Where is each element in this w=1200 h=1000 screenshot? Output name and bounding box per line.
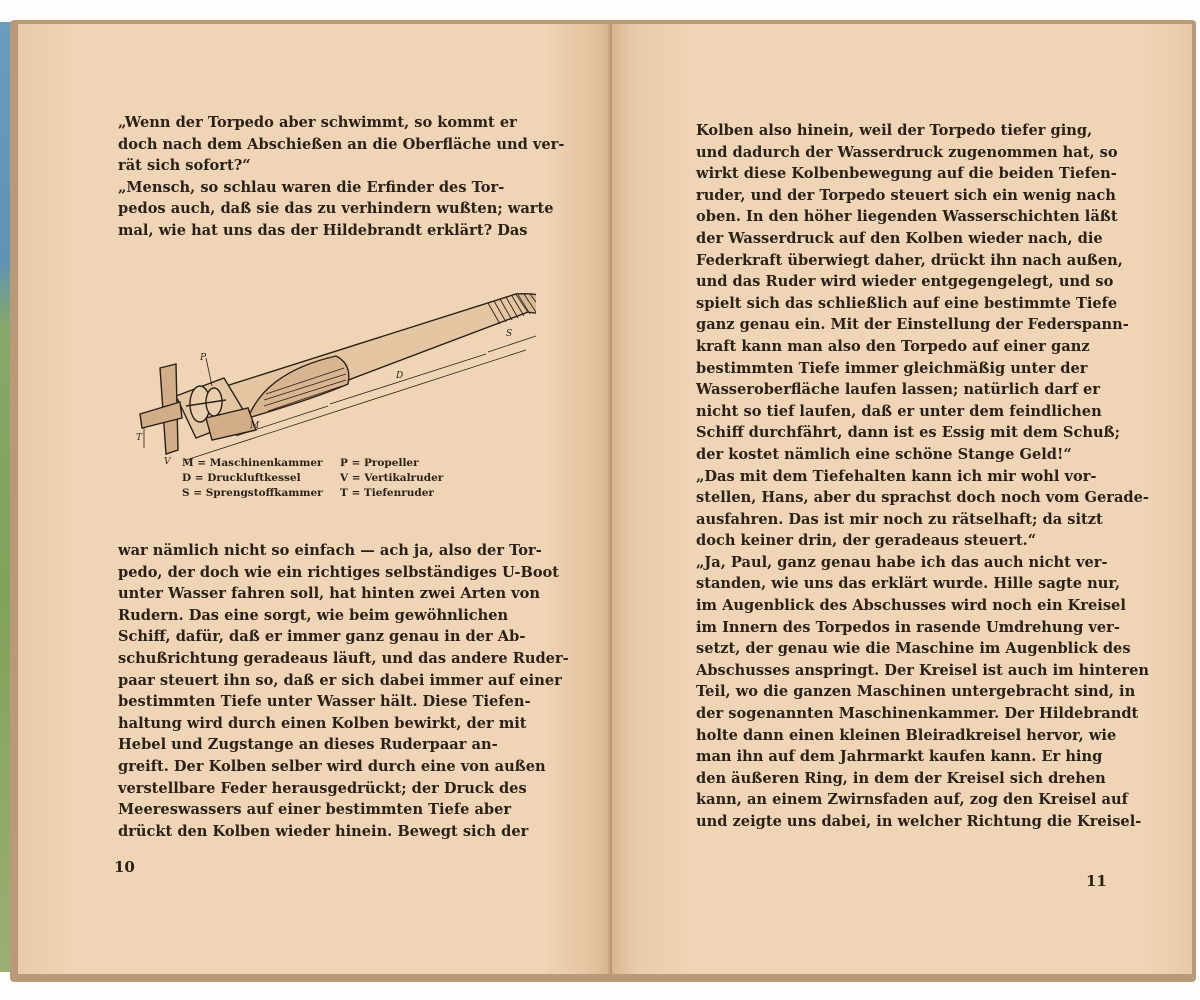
left-page-top-text bbox=[118, 112, 565, 242]
text-line: der Wasserdruck auf den Kolben wieder nach, die bbox=[696, 229, 1103, 247]
label-v: V bbox=[164, 457, 171, 467]
text-line: greift. Der Kolben selber wird durch eine von außen bbox=[118, 757, 546, 775]
text-line: Schiff durchfährt, dann ist es Essig mit dem Schuß; bbox=[696, 424, 1121, 442]
label-p: P bbox=[200, 353, 207, 363]
text-line: haltung wird durch einen Kolben bewirkt, der mit bbox=[118, 714, 527, 732]
text-line: doch nach dem Abschießen an die Oberfläche und ver- bbox=[118, 135, 565, 153]
text-line: spielt sich das schließlich auf eine bestimmte Tiefe bbox=[696, 294, 1118, 312]
torpedo-diagram bbox=[116, 268, 536, 468]
text-line: paar steuert ihn so, daß er sich dabei immer auf einer bbox=[118, 671, 562, 689]
text-line: „Mensch, so schlau waren die Erfinder des Tor- bbox=[118, 178, 505, 196]
text-line: doch keiner drin, der geradeaus steuert.“ bbox=[696, 532, 1037, 550]
text-line: standen, wie uns das erklärt wurde. Hille sagte nur, bbox=[696, 575, 1121, 593]
text-line: schußrichtung geradeaus läuft, und das andere Ruder- bbox=[118, 649, 569, 667]
legend-entry: P = Propeller bbox=[340, 457, 419, 469]
text-line: wirkt diese Kolbenbewegung auf die beiden Tiefen- bbox=[696, 165, 1117, 183]
text-line: Rudern. Das eine sorgt, wie beim gewöhnlichen bbox=[118, 606, 509, 624]
text-line: den äußeren Ring, in dem der Kreisel sich drehen bbox=[696, 769, 1106, 787]
text-line: ausfahren. Das ist mir noch zu rätselhaft; da sitzt bbox=[696, 510, 1103, 528]
right-page bbox=[612, 24, 1192, 974]
text-line: kann, an einem Zwirnsfaden auf, zog den Kreisel auf bbox=[696, 791, 1128, 809]
text-line: „Das mit dem Tiefehalten kann ich mir wohl vor- bbox=[696, 467, 1097, 485]
text-line: Wasseroberfläche laufen lassen; natürlich darf er bbox=[696, 381, 1100, 399]
text-line: der kostet nämlich eine schöne Stange Geld!“ bbox=[696, 445, 1072, 463]
text-line: pedo, der doch wie ein richtiges selbständiges U-Boot bbox=[118, 563, 560, 581]
legend-row bbox=[182, 486, 482, 501]
text-line: rät sich sofort?“ bbox=[118, 157, 251, 175]
text-line: kraft kann man also den Torpedo auf einer ganz bbox=[696, 337, 1090, 355]
text-line: Hebel und Zugstange an dieses Ruderpaar an- bbox=[118, 736, 498, 754]
text-line: setzt, der genau wie die Maschine im Augenblick des bbox=[696, 640, 1131, 658]
text-line: holte dann einen kleinen Bleiradkreisel hervor, wie bbox=[696, 726, 1117, 744]
text-line: mal, wie hat uns das der Hildebrandt erklärt? Das bbox=[118, 221, 528, 239]
text-line: Abschusses anspringt. Der Kreisel ist auch im hinteren bbox=[696, 661, 1150, 679]
left-page-bottom-text bbox=[118, 540, 569, 842]
text-line: man ihn auf dem Jahrmarkt kaufen kann. Er hing bbox=[696, 748, 1103, 766]
text-line: „Ja, Paul, ganz genau habe ich das auch nicht ver- bbox=[696, 553, 1108, 571]
text-line: der sogenannten Maschinenkammer. Der Hildebrandt bbox=[696, 705, 1139, 723]
text-line: und dadurch der Wasserdruck zugenommen hat, so bbox=[696, 143, 1118, 161]
page-number-left: 10 bbox=[114, 858, 135, 876]
text-line: Meereswassers auf einer bestimmten Tiefe aber bbox=[118, 801, 512, 819]
label-d: D bbox=[396, 371, 404, 381]
text-line: pedos auch, daß sie das zu verhindern wußten; warte bbox=[118, 200, 554, 218]
legend-entry: S = Sprengstoffkammer bbox=[182, 487, 323, 499]
page-number-right: 11 bbox=[1086, 872, 1107, 890]
text-line: stellen, Hans, aber du sprachst doch noch vom Gerade- bbox=[696, 489, 1149, 507]
legend-entry: M = Maschinenkammer bbox=[182, 457, 323, 469]
text-line: verstellbare Feder herausgedrückt; der Druck des bbox=[118, 779, 527, 797]
text-line: war nämlich nicht so einfach — ach ja, also der Tor- bbox=[118, 542, 542, 559]
text-line: ganz genau ein. Mit der Einstellung der Federspann- bbox=[696, 316, 1129, 334]
left-page bbox=[18, 24, 612, 974]
right-page-text bbox=[696, 120, 1150, 833]
text-line: Kolben also hinein, weil der Torpedo tiefer ging, bbox=[696, 122, 1093, 139]
text-line: bestimmten Tiefe unter Wasser hält. Diese Tiefen- bbox=[118, 693, 531, 711]
label-m: M bbox=[250, 421, 260, 431]
text-line: oben. In den höher liegenden Wasserschichten läßt bbox=[696, 208, 1118, 226]
label-t: T bbox=[136, 433, 143, 443]
legend-row bbox=[182, 456, 482, 471]
text-line: und zeigte uns dabei, in welcher Richtung die Kreisel- bbox=[696, 813, 1142, 830]
text-line: im Innern des Torpedos in rasende Umdrehung ver- bbox=[696, 618, 1120, 636]
legend-entry: T = Tiefenruder bbox=[340, 487, 434, 499]
text-line: bestimmten Tiefe immer gleichmäßig unter der bbox=[696, 359, 1088, 377]
text-line: Teil, wo die ganzen Maschinen untergebracht sind, in bbox=[696, 683, 1136, 701]
text-line: Federkraft überwiegt daher, drückt ihn nach außen, bbox=[696, 251, 1123, 269]
legend-row bbox=[182, 471, 482, 486]
text-line: im Augenblick des Abschusses wird noch ein Kreisel bbox=[696, 597, 1126, 615]
text-line: ruder, und der Torpedo steuert sich ein wenig nach bbox=[696, 186, 1116, 204]
text-line: drückt den Kolben wieder hinein. Bewegt sich der bbox=[118, 822, 529, 840]
legend-entry: D = Druckluftkessel bbox=[182, 472, 301, 484]
text-line: „Wenn der Torpedo aber schwimmt, so kommt er bbox=[118, 114, 517, 131]
legend-entry: V = Vertikalruder bbox=[340, 472, 444, 484]
text-line: nicht so tief laufen, daß er unter dem feindlichen bbox=[696, 402, 1102, 420]
diagram-legend bbox=[182, 456, 482, 501]
label-s: S bbox=[506, 329, 513, 339]
text-line: und das Ruder wird wieder entgegengelegt, und so bbox=[696, 273, 1114, 291]
text-line: Schiff, dafür, daß er immer ganz genau in der Ab- bbox=[118, 628, 526, 646]
text-line: unter Wasser fahren soll, hat hinten zwei Arten von bbox=[118, 585, 540, 603]
